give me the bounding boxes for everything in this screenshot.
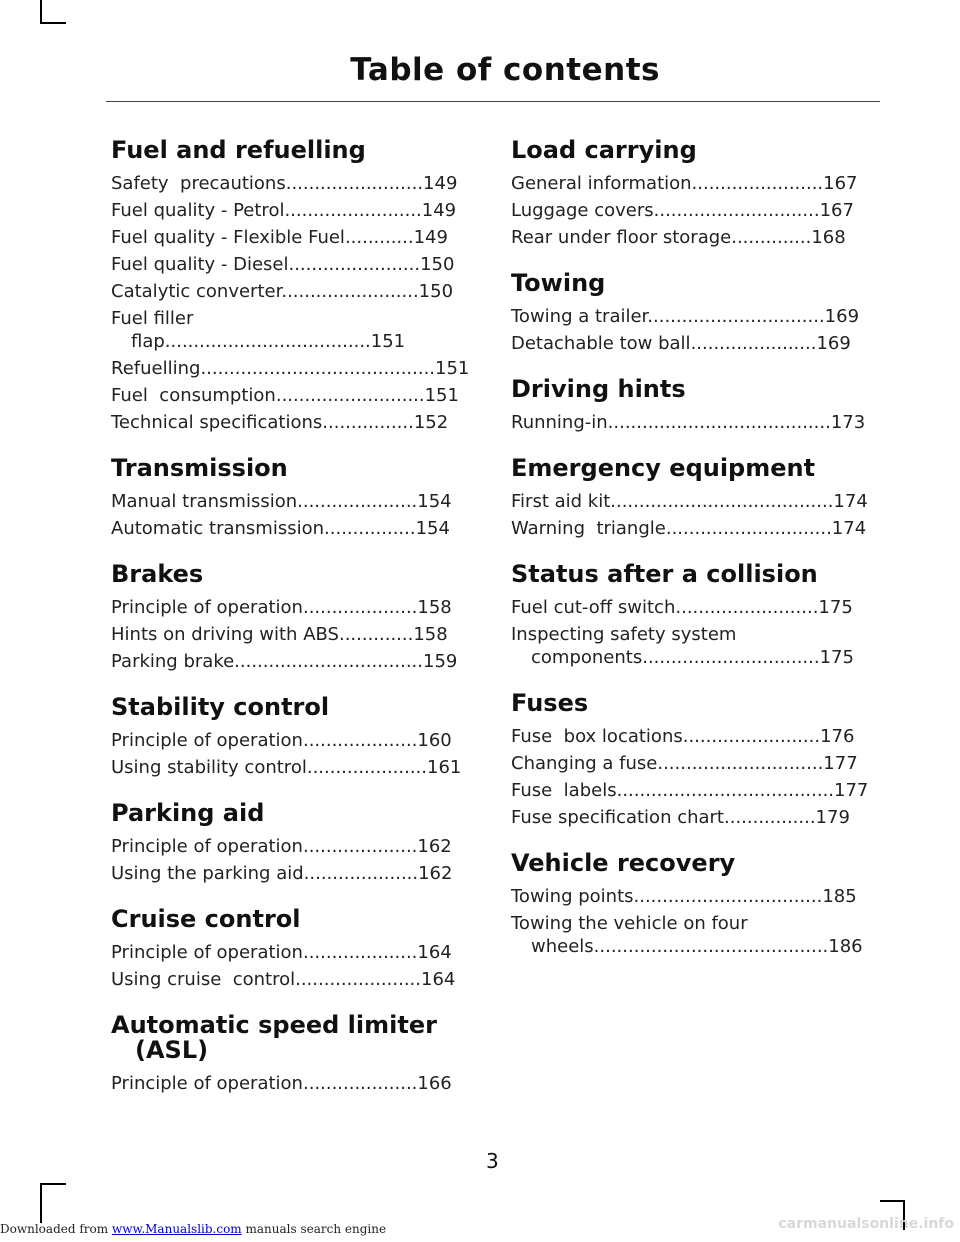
entry-leader-dots: ................	[324, 518, 416, 539]
crop-mark-top-left-h	[40, 22, 66, 24]
entry-page-number: 162	[418, 863, 453, 884]
entry-leader-dots: ....................	[302, 836, 418, 857]
entry-title: Fuse box locations	[511, 726, 683, 747]
entry-page-number: 159	[423, 651, 458, 672]
entry-leader-dots: ........................	[682, 726, 821, 747]
entry-title: Fuel consumption	[111, 385, 276, 406]
footer-suffix: manuals search engine	[241, 1222, 387, 1236]
section-heading: Fuel and refuelling	[111, 136, 366, 164]
section-heading: Fuses	[511, 689, 589, 717]
entry-leader-dots: ...............................	[647, 306, 825, 327]
entry-leader-dots: .........................	[675, 597, 819, 618]
section-heading: Cruise control	[111, 905, 301, 933]
entry-page-number: 154	[415, 518, 450, 539]
toc-left-column	[111, 138, 473, 1117]
toc-entry[interactable]	[511, 305, 873, 328]
toc-entry[interactable]	[111, 307, 473, 353]
toc-section	[511, 456, 873, 540]
entry-page-number: 167	[819, 200, 854, 221]
entry-title: Using the parking aid	[111, 863, 304, 884]
entry-title: General information	[511, 173, 692, 194]
entry-page-number: 161	[427, 757, 462, 778]
entry-title: Catalytic converter	[111, 281, 282, 302]
entry-title: Fuse specification chart	[511, 807, 724, 828]
entry-leader-dots: ....................	[302, 1073, 418, 1094]
section-heading: Towing	[511, 269, 606, 297]
toc-entry[interactable]	[111, 490, 473, 513]
entry-page-number: 173	[830, 412, 866, 433]
toc-entry[interactable]	[111, 517, 473, 540]
entry-page-number: 175	[818, 597, 853, 618]
toc-section	[511, 271, 873, 355]
toc-section	[111, 695, 473, 779]
toc-entry[interactable]	[511, 779, 873, 802]
entry-page-number: 150	[418, 281, 454, 302]
toc-entry[interactable]	[111, 941, 473, 964]
toc-section	[511, 562, 873, 669]
entry-title: Towing a trailer	[511, 306, 648, 327]
entry-page-number: 166	[417, 1073, 452, 1094]
entry-page-number: 174	[831, 518, 867, 539]
entry-leader-dots: .............	[338, 624, 414, 645]
entry-leader-dots: .................................	[234, 651, 423, 672]
toc-entry[interactable]	[511, 332, 873, 355]
entry-leader-dots: ....................	[303, 863, 419, 884]
toc-section	[111, 562, 473, 673]
section-heading: Stability control	[111, 693, 330, 721]
entry-page-number: 152	[413, 412, 449, 433]
entry-page-number: 175	[819, 647, 854, 668]
toc-entry[interactable]	[111, 384, 473, 407]
toc-section	[511, 691, 873, 829]
entry-leader-dots: ........................	[284, 200, 422, 221]
crop-mark-bottom-right-h	[880, 1200, 905, 1202]
section-heading: Driving hints	[511, 375, 686, 403]
toc-entry[interactable]	[111, 756, 473, 779]
entry-page-number: 158	[413, 624, 448, 645]
entry-title: Principle of operation	[111, 942, 303, 963]
entry-leader-dots: .........................................	[593, 936, 829, 957]
section-heading: Automatic speed limiter (ASL)	[111, 1011, 437, 1064]
entry-leader-dots: ......................	[690, 333, 817, 354]
entry-leader-dots: .......................	[691, 173, 824, 194]
entry-title: Fuel filler flap	[111, 308, 200, 352]
entry-title: Rear under floor storage	[511, 227, 732, 248]
entry-page-number: 158	[417, 597, 452, 618]
toc-entry[interactable]	[511, 172, 873, 195]
entry-page-number: 169	[824, 306, 860, 327]
entry-page-number: 169	[816, 333, 851, 354]
entry-title: Fuel quality - Diesel	[111, 254, 289, 275]
entry-title: Hints on driving with ABS	[111, 624, 339, 645]
toc-section	[111, 801, 473, 885]
entry-leader-dots: .......................................	[610, 491, 834, 512]
entry-leader-dots: ..............	[731, 227, 812, 248]
entry-page-number: 164	[421, 969, 456, 990]
entry-page-number: 162	[417, 836, 452, 857]
entry-page-number: 176	[820, 726, 855, 747]
page-title: Table of contents	[350, 52, 660, 88]
entry-leader-dots: ...............................	[642, 647, 820, 668]
entry-page-number: 149	[423, 173, 458, 194]
entry-title: Fuel cut-off switch	[511, 597, 676, 618]
entry-title: Towing the vehicle on four wheels	[511, 913, 754, 957]
toc-entry[interactable]	[111, 623, 473, 646]
crop-mark-bottom-left-v	[40, 1183, 42, 1223]
toc-entry[interactable]	[111, 835, 473, 858]
entry-page-number: 185	[822, 886, 857, 907]
toc-entry[interactable]	[111, 411, 473, 434]
toc-entry[interactable]	[111, 596, 473, 619]
entry-page-number: 149	[421, 200, 457, 221]
entry-leader-dots: .......................	[288, 254, 421, 275]
entry-leader-dots: ........................	[281, 281, 419, 302]
toc-section	[511, 851, 873, 958]
entry-title: Inspecting safety system components	[511, 624, 743, 668]
entry-title: Fuel quality - Flexible Fuel	[111, 227, 345, 248]
toc-entry[interactable]	[111, 862, 473, 885]
toc-entry[interactable]	[111, 1072, 473, 1095]
entry-leader-dots: .................................	[633, 886, 823, 907]
entry-title: Changing a fuse	[511, 753, 658, 774]
toc-entry[interactable]	[511, 490, 873, 513]
entry-page-number: 151	[435, 358, 470, 379]
entry-page-number: 160	[417, 730, 452, 751]
entry-page-number: 177	[823, 753, 858, 774]
entry-leader-dots: ......................	[295, 969, 421, 990]
entry-leader-dots: .....................	[297, 491, 418, 512]
entry-leader-dots: ....................	[302, 730, 418, 751]
site-watermark: carmanualsonline.info	[778, 1216, 954, 1232]
entry-title: Warning triangle	[511, 518, 666, 539]
toc-entry[interactable]	[511, 596, 873, 619]
entry-page-number: 179	[815, 807, 850, 828]
entry-title: Refuelling	[111, 358, 201, 379]
entry-leader-dots: ............	[344, 227, 414, 248]
toc-section	[111, 1013, 473, 1095]
section-heading: Emergency equipment	[511, 454, 816, 482]
section-heading: Transmission	[111, 454, 288, 482]
toc-entry[interactable]	[111, 729, 473, 752]
toc-entry[interactable]	[511, 411, 873, 434]
toc-entry[interactable]	[111, 650, 473, 673]
entry-title: Using stability control	[111, 757, 307, 778]
toc-entry[interactable]	[511, 226, 873, 249]
entry-title: Running-in	[511, 412, 608, 433]
section-heading: Load carrying	[511, 136, 697, 164]
entry-title: Principle of operation	[111, 1073, 303, 1094]
entry-title: Parking brake	[111, 651, 235, 672]
title-divider	[106, 101, 880, 102]
page-number: 3	[486, 1149, 499, 1173]
entry-leader-dots: ....................	[302, 597, 418, 618]
section-heading: Parking aid	[111, 799, 265, 827]
entry-title: Using cruise control	[111, 969, 296, 990]
entry-title: Automatic transmission	[111, 518, 325, 539]
toc-entry[interactable]	[111, 253, 473, 276]
toc-entry[interactable]	[111, 968, 473, 991]
toc-entry[interactable]	[511, 623, 873, 669]
toc-entry[interactable]	[111, 199, 473, 222]
toc-section	[511, 377, 873, 434]
entry-page-number: 151	[424, 385, 459, 406]
entry-page-number: 174	[833, 491, 868, 512]
entry-page-number: 186	[828, 936, 863, 957]
entry-title: Principle of operation	[111, 730, 303, 751]
entry-leader-dots: ................	[724, 807, 816, 828]
entry-title: Manual transmission	[111, 491, 298, 512]
entry-title: Safety precautions	[111, 173, 286, 194]
entry-leader-dots: ................	[322, 412, 414, 433]
section-heading: Vehicle recovery	[511, 849, 736, 877]
entry-title: Detachable tow ball	[511, 333, 691, 354]
toc-section	[111, 138, 473, 434]
toc-entry[interactable]	[511, 885, 873, 908]
toc-entry[interactable]	[111, 172, 473, 195]
entry-leader-dots: .............................	[653, 200, 820, 221]
toc-section	[511, 138, 873, 249]
toc-entry[interactable]	[511, 806, 873, 829]
download-footer	[0, 1222, 386, 1236]
entry-leader-dots: .......................................	[607, 412, 831, 433]
entry-leader-dots: ....................	[302, 942, 418, 963]
entry-title: First aid kit	[511, 491, 611, 512]
entry-leader-dots: ......................................	[616, 780, 835, 801]
entry-title: Luggage covers	[511, 200, 654, 221]
toc-entry[interactable]	[111, 226, 473, 249]
crop-mark-bottom-left-h	[40, 1183, 66, 1185]
section-heading: Status after a collision	[511, 560, 818, 588]
toc-entry[interactable]	[511, 752, 873, 775]
entry-leader-dots: ........................	[285, 173, 424, 194]
toc-right-column	[511, 138, 873, 980]
section-heading: Brakes	[111, 560, 204, 588]
footer-prefix: Downloaded from	[0, 1222, 112, 1236]
entry-leader-dots: .....................	[306, 757, 427, 778]
entry-title: Technical specifications	[111, 412, 323, 433]
toc-entry[interactable]	[511, 912, 873, 958]
entry-page-number: 150	[420, 254, 455, 275]
entry-leader-dots: ....................................	[164, 331, 371, 352]
entry-leader-dots: .............................	[657, 753, 824, 774]
entry-page-number: 164	[417, 942, 452, 963]
toc-entry[interactable]	[511, 199, 873, 222]
toc-entry[interactable]	[511, 517, 873, 540]
crop-mark-top-left-v	[40, 0, 42, 24]
entry-title: Fuel quality - Petrol	[111, 200, 285, 221]
toc-entry[interactable]	[111, 280, 473, 303]
entry-title: Principle of operation	[111, 836, 303, 857]
entry-title: Towing points	[511, 886, 634, 907]
entry-page-number: 177	[834, 780, 869, 801]
entry-leader-dots: .............................	[665, 518, 832, 539]
entry-page-number: 151	[370, 331, 406, 352]
manualslib-link[interactable]: www.Manualslib.com	[111, 1222, 242, 1236]
entry-page-number: 168	[811, 227, 846, 248]
toc-section	[111, 456, 473, 540]
entry-page-number: 167	[823, 173, 858, 194]
entry-leader-dots: .........................................	[200, 358, 436, 379]
entry-page-number: 149	[413, 227, 448, 248]
entry-page-number: 154	[417, 491, 452, 512]
entry-leader-dots: ..........................	[275, 385, 425, 406]
toc-section	[111, 907, 473, 991]
entry-title: Fuse labels	[511, 780, 617, 801]
toc-entry[interactable]	[111, 357, 473, 380]
entry-title: Principle of operation	[111, 597, 303, 618]
toc-entry[interactable]	[511, 725, 873, 748]
